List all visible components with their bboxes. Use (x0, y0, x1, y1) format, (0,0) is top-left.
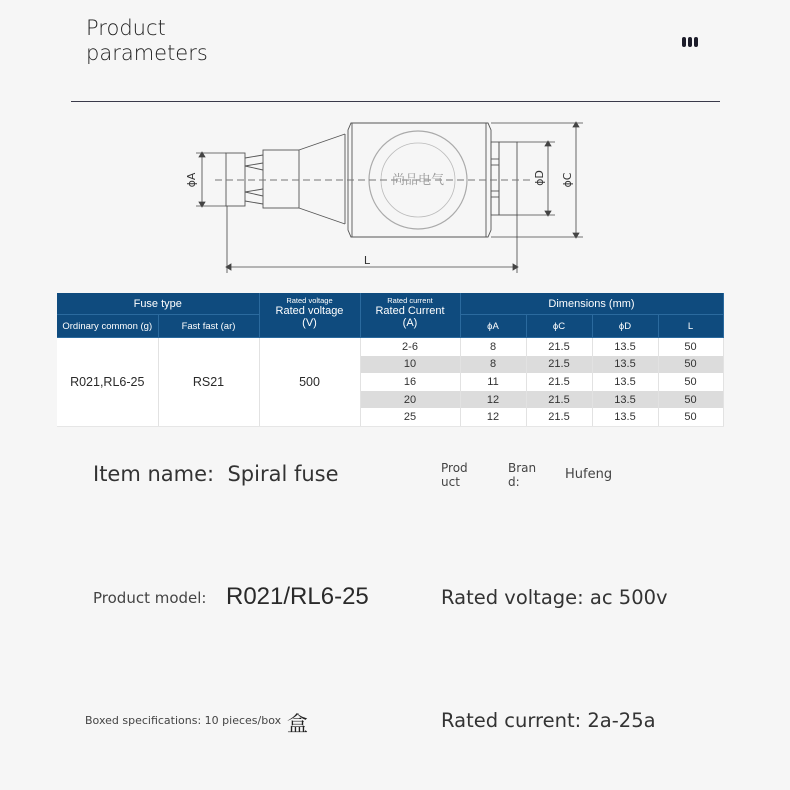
cell-phiD: 13.5 (592, 373, 658, 391)
product-model-value: R021/RL6-25 (226, 583, 369, 610)
cell-current: 16 (360, 373, 460, 391)
fuse-dimension-diagram (170, 110, 590, 280)
cell-phiD: 13.5 (592, 356, 658, 374)
header-ordinary: Ordinary common (g) (57, 315, 158, 338)
header-rated-voltage (259, 293, 360, 338)
table-row (57, 338, 723, 356)
brand-label: Bran d: (508, 461, 537, 489)
cell-L: 50 (658, 338, 723, 356)
cell-L: 50 (658, 391, 723, 409)
cell-phiC: 21.5 (526, 373, 592, 391)
box-icon: 盒 (287, 712, 308, 736)
cell-phiA: 8 (460, 356, 526, 374)
cell-phiA: 11 (460, 373, 526, 391)
rated-current-small: Rated current (387, 296, 433, 305)
rated-voltage-small: Rated voltage (286, 296, 333, 305)
dim-label-L: L (363, 254, 371, 267)
header-dimensions: Dimensions (mm) (460, 293, 723, 315)
cell-phiC: 21.5 (526, 391, 592, 409)
rated-current-unit: (A) (402, 317, 418, 329)
product-model-label: Product model: (93, 589, 207, 607)
cell-phiD: 13.5 (592, 391, 658, 409)
rated-voltage: Rated voltage: ac 500v (441, 586, 668, 609)
header-fast: Fast fast (ar) (158, 315, 259, 338)
item-name: Item name: Spiral fuse (93, 462, 339, 486)
cell-current: 25 (360, 408, 460, 426)
menu-bar (682, 37, 686, 47)
cell-phiC: 21.5 (526, 408, 592, 426)
menu-icon[interactable] (682, 37, 700, 47)
page-title: Product parameters (86, 16, 208, 65)
brand-value: Hufeng (565, 467, 613, 482)
cell-phiD: 13.5 (592, 408, 658, 426)
cell-phiA: 8 (460, 338, 526, 356)
cell-phiA: 12 (460, 391, 526, 409)
rated-voltage-big: Rated voltage (275, 305, 344, 317)
cell-current: 20 (360, 391, 460, 409)
header-phiD: ϕD (592, 315, 658, 338)
header-phiC: ϕC (526, 315, 592, 338)
rated-current-big: Rated Current (375, 305, 445, 317)
cell-L: 50 (658, 408, 723, 426)
cell-ordinary: R021,RL6-25 (57, 338, 158, 427)
cell-phiC: 21.5 (526, 356, 592, 374)
header-rated-current (360, 293, 460, 338)
dim-label-phiA: ϕA (185, 172, 198, 188)
boxed-specifications: Boxed specifications: 10 pieces/box (85, 714, 282, 727)
dim-label-phiC: ϕC (561, 172, 574, 188)
rated-current: Rated current: 2a-25a (441, 709, 656, 732)
dim-label-phiD: ϕD (533, 170, 546, 186)
menu-bar (694, 37, 698, 47)
cell-voltage: 500 (259, 338, 360, 427)
spec-table (57, 293, 724, 427)
header-divider (71, 101, 720, 102)
cell-phiA: 12 (460, 408, 526, 426)
cell-fast: RS21 (158, 338, 259, 427)
rated-voltage-unit: (V) (302, 317, 317, 329)
header-L: L (658, 315, 723, 338)
product-label: Prod uct (441, 461, 468, 489)
cell-current: 2-6 (360, 338, 460, 356)
cell-phiC: 21.5 (526, 338, 592, 356)
cell-current: 10 (360, 356, 460, 374)
cell-L: 50 (658, 356, 723, 374)
header-phiA: ϕA (460, 315, 526, 338)
menu-bar (688, 37, 692, 47)
cell-L: 50 (658, 373, 723, 391)
header-fuse-type: Fuse type (57, 293, 259, 315)
cell-phiD: 13.5 (592, 338, 658, 356)
watermark-text: 尚品电气 (391, 173, 445, 188)
